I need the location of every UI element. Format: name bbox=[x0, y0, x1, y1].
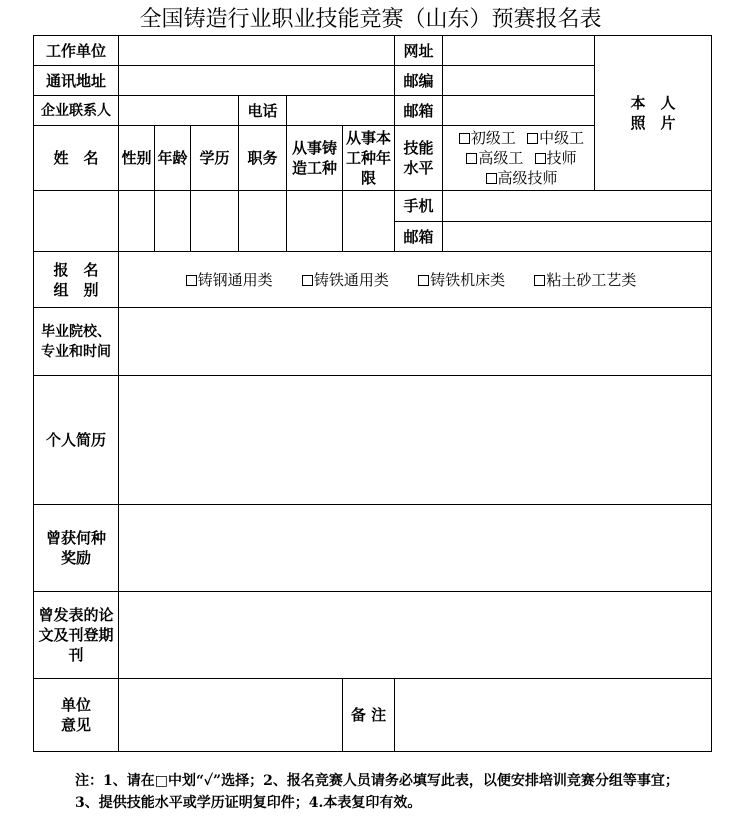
checkbox[interactable] bbox=[486, 173, 497, 184]
school-label: 毕业院校、专业和时间 bbox=[34, 308, 119, 376]
education-label: 学历 bbox=[191, 126, 239, 191]
group-label: 报 名 组 别 bbox=[34, 252, 119, 308]
papers-label: 曾发表的论文及刊登期刊 bbox=[34, 592, 119, 679]
address-input[interactable] bbox=[119, 66, 395, 96]
papers-input[interactable] bbox=[119, 592, 712, 679]
website-label: 网址 bbox=[395, 36, 443, 66]
school-input[interactable] bbox=[119, 308, 712, 376]
footnote: 注：1、请在□中划“✓”选择；2、报名竞赛人员请务必填写此表，以便安排培训竞赛分组等事宜；3、提供技能水平或学历证明复印件；4.本表复印有效。 bbox=[75, 773, 679, 811]
resume-label: 个人简历 bbox=[34, 376, 119, 505]
name-input[interactable] bbox=[34, 191, 119, 252]
contact-label: 企业联系人 bbox=[34, 96, 119, 126]
skill-option[interactable]: 高级技师 bbox=[486, 169, 558, 187]
postcode-label: 邮编 bbox=[395, 66, 443, 96]
skill-level-label: 技能水平 bbox=[395, 126, 443, 191]
postcode-input[interactable] bbox=[443, 66, 595, 96]
casting-type-label: 从事铸造工种 bbox=[287, 126, 343, 191]
checkbox[interactable] bbox=[459, 133, 470, 144]
skill-option[interactable]: 高级工 bbox=[466, 149, 523, 167]
checkbox[interactable] bbox=[527, 133, 538, 144]
photo-label-line1: 本 人 bbox=[630, 94, 676, 112]
checkbox[interactable] bbox=[534, 275, 545, 286]
email2-label: 邮箱 bbox=[395, 222, 443, 252]
checkbox[interactable] bbox=[466, 153, 477, 164]
group-option[interactable]: 铸钢通用类 bbox=[186, 271, 273, 289]
group-option[interactable]: 铸铁机床类 bbox=[418, 271, 505, 289]
gender-input[interactable] bbox=[119, 191, 155, 252]
form-title: 全国铸造行业职业技能竞赛（山东）预赛报名表 bbox=[139, 7, 602, 32]
phone-input[interactable] bbox=[287, 96, 395, 126]
checkbox[interactable] bbox=[418, 275, 429, 286]
group-option[interactable]: 粘土砂工艺类 bbox=[534, 271, 636, 289]
mobile-label: 手机 bbox=[395, 191, 443, 222]
contact-input[interactable] bbox=[119, 96, 239, 126]
group-options bbox=[119, 252, 712, 308]
checkbox[interactable] bbox=[535, 153, 546, 164]
years-label: 从事本工种年限 bbox=[343, 126, 395, 191]
email-input[interactable] bbox=[443, 96, 595, 126]
work-unit-label: 工作单位 bbox=[34, 36, 119, 66]
education-input[interactable] bbox=[191, 191, 239, 252]
name-label: 姓 名 bbox=[34, 126, 119, 191]
phone-label: 电话 bbox=[239, 96, 287, 126]
work-unit-input[interactable] bbox=[119, 36, 395, 66]
registration-form-table bbox=[33, 35, 712, 752]
age-input[interactable] bbox=[155, 191, 191, 252]
photo-label-line2: 照 片 bbox=[630, 114, 676, 132]
skill-option[interactable]: 初级工 bbox=[459, 129, 516, 147]
position-input[interactable] bbox=[239, 191, 287, 252]
gender-label: 性别 bbox=[119, 126, 155, 191]
age-label: 年龄 bbox=[155, 126, 191, 191]
years-input[interactable] bbox=[343, 191, 395, 252]
awards-label: 曾获何种奖励 bbox=[34, 505, 119, 592]
website-input[interactable] bbox=[443, 36, 595, 66]
unit-opinion-input[interactable] bbox=[119, 679, 343, 752]
remarks-input[interactable] bbox=[395, 679, 712, 752]
unit-opinion-label: 单位意见 bbox=[34, 679, 119, 752]
resume-input[interactable] bbox=[119, 376, 712, 505]
address-label: 通讯地址 bbox=[34, 66, 119, 96]
skill-option[interactable]: 中级工 bbox=[527, 129, 584, 147]
checkbox[interactable] bbox=[302, 275, 313, 286]
awards-input[interactable] bbox=[119, 505, 712, 592]
casting-type-input[interactable] bbox=[287, 191, 343, 252]
remarks-label: 备 注 bbox=[343, 679, 395, 752]
email-label: 邮箱 bbox=[395, 96, 443, 126]
skill-level-options bbox=[443, 126, 595, 191]
group-option[interactable]: 铸铁通用类 bbox=[302, 271, 389, 289]
checkbox[interactable] bbox=[186, 275, 197, 286]
email2-input[interactable] bbox=[443, 222, 712, 252]
skill-option[interactable]: 技师 bbox=[535, 149, 577, 167]
mobile-input[interactable] bbox=[443, 191, 712, 222]
photo-box[interactable] bbox=[595, 36, 712, 191]
position-label: 职务 bbox=[239, 126, 287, 191]
